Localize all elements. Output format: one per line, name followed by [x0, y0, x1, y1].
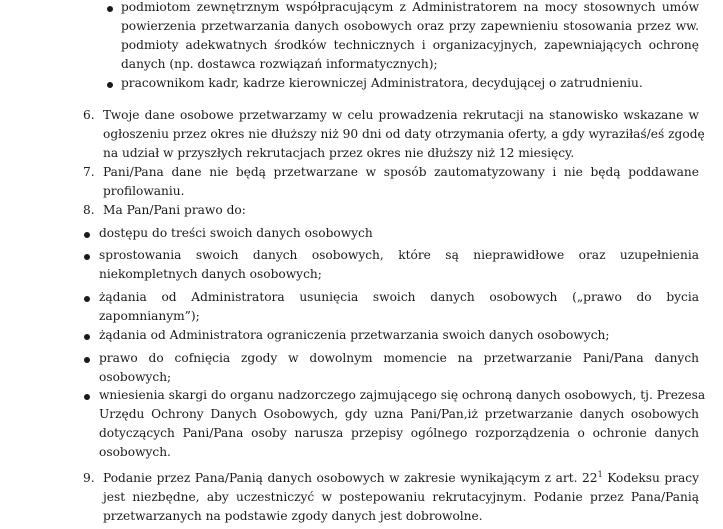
item7-line: Pani/Pana dane nie będą przetwarzane w sposób zautomatyzowany i nie będą poddawane [103, 165, 699, 179]
item-number: 6. [83, 108, 95, 122]
item-number: 7. [83, 165, 95, 179]
item9-text: Podanie przez Pana/Panią danych osobowych w zakresie wynikającym z art. 22 [103, 471, 598, 485]
right-line: sprostowania swoich danych osobowych, które są nieprawidłowe oraz uzupełnienia [99, 248, 699, 262]
item9-line: przetwarzanych na podstawie zgody danych jest dobrowolne. [103, 509, 483, 523]
sub-bullet-line: podmioty adekwatnych środków technicznych i organizacyjnych, zapewniających ochronę [121, 38, 699, 52]
right-line: dostępu do treści swoich danych osobowych [99, 226, 373, 240]
item-number: 8. [83, 203, 95, 217]
item6-line: na udział w przyszłych rekrutacjach przez okres nie dłuższy niż 12 miesięcy. [103, 146, 575, 160]
bullet-marker [84, 394, 90, 400]
right-line: zapomnianym”); [99, 309, 200, 323]
right-line: niekompletnych danych osobowych; [99, 267, 322, 281]
right-line: osobowych; [99, 370, 172, 384]
item6-line: ogłoszeniu przez okres nie dłuższy niż 90 dni od daty otrzymania oferty, a gdy wyraziłaś/eś zgodę [103, 127, 705, 141]
right-line: osobowych. [99, 445, 171, 459]
sub-bullet-line: powierzenia przetwarzania danych osobowych oraz przy zapewnieniu stosowania przez ww. [121, 19, 699, 33]
item8-line: Ma Pan/Pani prawo do: [103, 203, 246, 217]
sub-bullet-line: podmiotom zewnętrznym współpracującym z Administratorem na mocy stosownych umów [121, 0, 699, 14]
item-number: 9. [83, 471, 95, 485]
item7-line: profilowaniu. [103, 184, 185, 198]
bullet-marker [84, 357, 90, 363]
item9-line [103, 469, 699, 489]
item6-line: Twoje dane osobowe przetwarzamy w celu prowadzenia rekrutacji na stanowisko wskazane w [103, 108, 699, 122]
right-line: Urzędu Ochrony Danych Osobowych, gdy uzna Pani/Pan,iż przetwarzanie danych osobowych [99, 407, 699, 421]
bullet-marker [107, 82, 113, 88]
right-line: dotyczących Pani/Pana osoby narusza przepisy ogólnego rozporządzenia o ochronie danych [99, 426, 699, 440]
bullet-marker [84, 254, 90, 260]
bullet-marker [107, 6, 113, 12]
right-line: prawo do cofnięcia zgody w dowolnym momencie na przetwarzanie Pani/Pana danych [99, 351, 699, 365]
item9-line: jest niezbędne, aby uczestniczyć w postepowaniu rekrutacyjnym. Podanie przez Pana/Panią [103, 490, 699, 504]
item9-text: Kodeksu pracy [602, 471, 699, 485]
bullet-marker [84, 334, 90, 340]
bullet-marker [84, 296, 90, 302]
superscript: 1 [597, 469, 603, 479]
sub-bullet-line: pracownikom kadr, kadrze kierowniczej Administratora, decydującej o zatrudnieniu. [121, 76, 643, 90]
right-line: wniesienia skargi do organu nadzorczego zajmującego się ochroną danych osobowych, tj. Prezesa [99, 388, 706, 402]
right-line: żądania od Administratora ograniczenia przetwarzania swoich danych osobowych; [99, 328, 610, 342]
right-line: żądania od Administratora usunięcia swoich danych osobowych („prawo do bycia [99, 290, 699, 304]
bullet-marker [84, 232, 90, 238]
sub-bullet-line: danych (np. dostawca rozwiązań informatycznych); [121, 57, 438, 71]
